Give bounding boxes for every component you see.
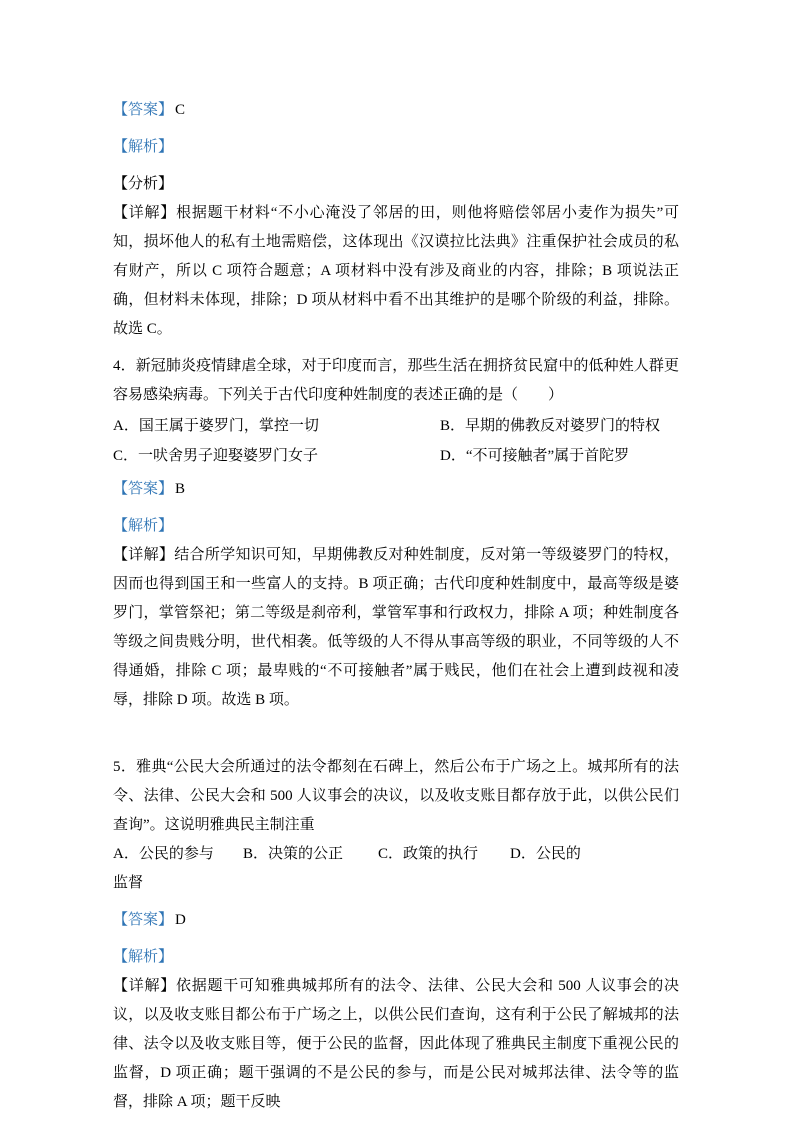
q4-options-row-1 xyxy=(113,412,679,441)
q5-option-d-wrapped: 监督 xyxy=(113,875,144,891)
q4-option-d: D．“不可接触者”属于首陀罗 xyxy=(440,448,630,464)
q4-question-text: 4．新冠肺炎疫情肆虐全球，对于印度而言，那些生活在拥挤贫民窟中的低种姓人群更容易感染病毒。下列关于古代印度种姓制度的表述正确的是（ ） xyxy=(113,358,679,403)
q3-answer-value: C xyxy=(175,102,186,118)
q4-answer-value: B xyxy=(175,481,186,497)
q5-option-b: B．决策的公正 xyxy=(243,846,344,862)
q3-explanation-paragraph: 【详解】根据题干材料“不小心淹没了邻居的田，则他将赔偿邻居小麦作为损失”可知，损坏他人的私有土地需赔偿，这体现出《汉谟拉比法典》注重保护社会成员的私有财产，所以 C 项符合题意；A 项材料中没有涉及商业的内容，排除；B 项说法正确，但材料未体现，排除；D 项从材料中看不出其维护的是哪个阶级的利益，排除。故选 C。 xyxy=(113,205,679,337)
q3-answer-line xyxy=(113,96,679,125)
q4-jiexi-marker: 【解析】 xyxy=(113,518,174,534)
q4-explanation-paragraph: 【详解】结合所学知识可知，早期佛教反对种姓制度，反对第一等级婆罗门的特权，因而也得到国王和一些富人的支持。B 项正确；古代印度种姓制度中，最高等级是婆罗门，掌管祭祀；第二等级是刹帝利，掌管军事和行政权力，排除 A 项；种姓制度各等级之间贵贱分明，世代相袭。低等级的人不得从事高等级的职业，不同等级的人不得通婚，排除 C 项；最卑贱的“不可接触者”属于贱民，他们在社会上遭到歧视和凌辱，排除 D 项。故选 B 项。 xyxy=(113,547,679,708)
q4-answer-line xyxy=(113,475,679,504)
q5-jiexi-marker: 【解析】 xyxy=(113,949,174,965)
q3-answer-marker: 【答案】 xyxy=(113,102,174,118)
q5-answer-line xyxy=(113,906,679,935)
q4-options-row-2 xyxy=(113,442,679,471)
q5-answer-value: D xyxy=(175,912,186,928)
q5-explanation-paragraph: 【详解】依据题干可知雅典城邦所有的法令、法律、公民大会和 500 人议事会的决议，以及收支账目都公布于广场之上，以供公民们查询，这有利于公民了解城邦的法律、法令以及收支账目等，便于公民的监督，因此体现了雅典民主制度下重视公民的监督，D 项正确；题干强调的不是公民的参与，而是公民对城邦法律、法令等的监督，排除 A 项；题干反映 xyxy=(113,978,679,1110)
q4-option-a: A．国王属于婆罗门，掌控一切 xyxy=(113,418,319,434)
q4-answer-marker: 【答案】 xyxy=(113,481,174,497)
q3-fenxi-marker: 【分析】 xyxy=(113,176,174,192)
q5-option-a: A．公民的参与 xyxy=(113,846,214,862)
q4-option-c: C．一吠舍男子迎娶婆罗门女子 xyxy=(113,448,319,464)
q4-block xyxy=(113,352,679,715)
q5-options-row xyxy=(113,840,679,869)
q3-answer-block xyxy=(113,96,679,344)
q5-block xyxy=(113,753,679,1117)
q5-answer-marker: 【答案】 xyxy=(113,912,174,928)
q5-option-d: D．公民的 xyxy=(510,846,581,862)
q4-option-b: B．早期的佛教反对婆罗门的特权 xyxy=(440,418,661,434)
q3-jiexi-marker: 【解析】 xyxy=(113,139,174,155)
q5-option-c: C．政策的执行 xyxy=(378,846,479,862)
q5-question-text: 5．雅典“公民大会所通过的法令都刻在石碑上，然后公布于广场之上。城邦所有的法令、法律、公民大会和 500 人议事会的决议，以及收支账目都存放于此，以供公民们查询”。这说明雅典民主制注重 xyxy=(113,759,679,833)
